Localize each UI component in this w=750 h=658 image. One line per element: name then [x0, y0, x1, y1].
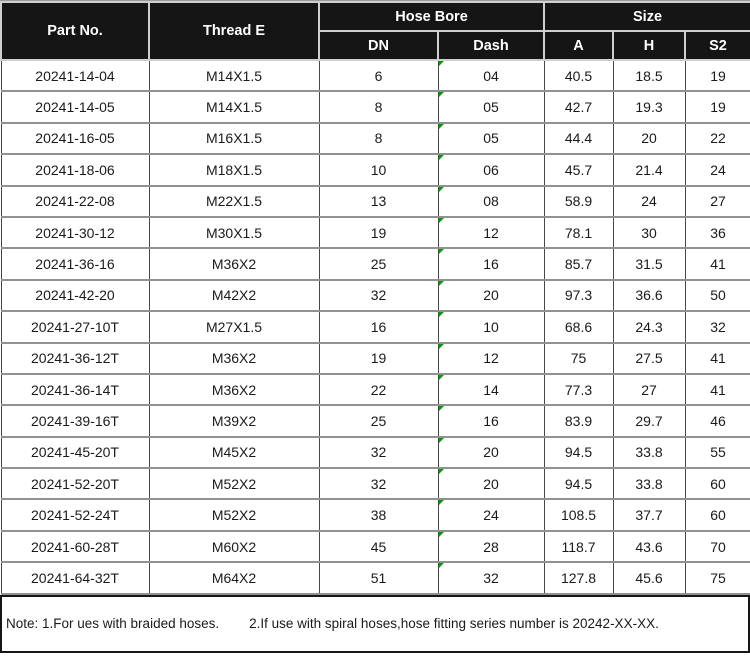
cell-value: 05 [483, 99, 499, 116]
table-row [1, 311, 750, 342]
header-a: A [544, 31, 613, 60]
cell-dash [438, 248, 544, 279]
cell-thread-e: M39X2 [149, 405, 319, 436]
cell-part-no: 20241-36-16 [1, 248, 149, 279]
cell-thread-e: M16X1.5 [149, 123, 319, 154]
cell-a: 127.8 [544, 562, 613, 593]
cell-part-no: 20241-64-32T [1, 562, 149, 593]
cell-part-no: 20241-30-12 [1, 217, 149, 248]
cell-h: 20 [613, 123, 685, 154]
cell-part-no: 20241-42-20 [1, 280, 149, 311]
cell-dn: 25 [319, 405, 438, 436]
cell-thread-e: M14X1.5 [149, 91, 319, 122]
cell-value: 05 [483, 130, 499, 147]
cell-error-indicator-icon [439, 249, 444, 254]
cell-h: 33.8 [613, 468, 685, 499]
table-row [1, 374, 750, 405]
cell-thread-e: M36X2 [149, 374, 319, 405]
cell-error-indicator-icon [439, 469, 444, 474]
table-row [1, 499, 750, 530]
table-row [1, 468, 750, 499]
table-row [1, 248, 750, 279]
cell-a: 118.7 [544, 531, 613, 562]
cell-part-no: 20241-36-14T [1, 374, 149, 405]
cell-part-no: 20241-45-20T [1, 437, 149, 468]
cell-s2: 24 [685, 154, 750, 185]
cell-dash [438, 374, 544, 405]
cell-s2: 22 [685, 123, 750, 154]
cell-s2: 41 [685, 248, 750, 279]
cell-h: 43.6 [613, 531, 685, 562]
cell-error-indicator-icon [439, 155, 444, 160]
cell-thread-e: M52X2 [149, 499, 319, 530]
cell-value: 20 [483, 444, 499, 461]
cell-value: 04 [483, 67, 499, 84]
cell-value: 12 [483, 224, 499, 241]
cell-dn: 16 [319, 311, 438, 342]
cell-h: 21.4 [613, 154, 685, 185]
cell-a: 77.3 [544, 374, 613, 405]
cell-dn: 32 [319, 280, 438, 311]
cell-part-no: 20241-14-05 [1, 91, 149, 122]
header-dn: DN [319, 31, 438, 60]
cell-s2: 55 [685, 437, 750, 468]
cell-part-no: 20241-14-04 [1, 60, 149, 91]
cell-thread-e: M36X2 [149, 248, 319, 279]
cell-dash [438, 562, 544, 593]
header-size: Size [544, 2, 750, 31]
cell-s2: 60 [685, 468, 750, 499]
cell-dn: 10 [319, 154, 438, 185]
cell-s2: 19 [685, 91, 750, 122]
cell-error-indicator-icon [439, 187, 444, 192]
hose-fitting-spec-table [0, 1, 750, 595]
cell-dn: 19 [319, 343, 438, 374]
cell-error-indicator-icon [439, 532, 444, 537]
cell-value: 08 [483, 193, 499, 210]
cell-value: 20 [483, 287, 499, 304]
cell-s2: 41 [685, 343, 750, 374]
cell-part-no: 20241-27-10T [1, 311, 149, 342]
cell-a: 42.7 [544, 91, 613, 122]
cell-error-indicator-icon [439, 563, 444, 568]
cell-error-indicator-icon [439, 281, 444, 286]
table-row [1, 343, 750, 374]
cell-a: 68.6 [544, 311, 613, 342]
header-part-no: Part No. [1, 2, 149, 60]
cell-dash [438, 499, 544, 530]
cell-dn: 8 [319, 91, 438, 122]
table-row [1, 405, 750, 436]
cell-h: 29.7 [613, 405, 685, 436]
cell-s2: 60 [685, 499, 750, 530]
cell-part-no: 20241-36-12T [1, 343, 149, 374]
header-hose-bore: Hose Bore [319, 2, 544, 31]
cell-thread-e: M64X2 [149, 562, 319, 593]
cell-thread-e: M36X2 [149, 343, 319, 374]
cell-error-indicator-icon [439, 92, 444, 97]
header-dash: Dash [438, 31, 544, 60]
cell-thread-e: M45X2 [149, 437, 319, 468]
cell-thread-e: M22X1.5 [149, 186, 319, 217]
table-row [1, 437, 750, 468]
cell-dn: 8 [319, 123, 438, 154]
cell-dash [438, 217, 544, 248]
cell-dn: 13 [319, 186, 438, 217]
cell-h: 37.7 [613, 499, 685, 530]
cell-error-indicator-icon [439, 218, 444, 223]
cell-s2: 70 [685, 531, 750, 562]
cell-dash [438, 280, 544, 311]
cell-value: 24 [483, 507, 499, 524]
table-header [1, 2, 750, 60]
cell-s2: 41 [685, 374, 750, 405]
cell-error-indicator-icon [439, 61, 444, 66]
cell-thread-e: M18X1.5 [149, 154, 319, 185]
cell-a: 40.5 [544, 60, 613, 91]
cell-value: 12 [483, 350, 499, 367]
cell-thread-e: M52X2 [149, 468, 319, 499]
header-s2: S2 [685, 31, 750, 60]
cell-a: 108.5 [544, 499, 613, 530]
header-thread-e: Thread E [149, 2, 319, 60]
cell-thread-e: M30X1.5 [149, 217, 319, 248]
cell-a: 83.9 [544, 405, 613, 436]
cell-dn: 45 [319, 531, 438, 562]
cell-h: 36.6 [613, 280, 685, 311]
cell-value: 20 [483, 475, 499, 492]
table-row [1, 280, 750, 311]
cell-h: 31.5 [613, 248, 685, 279]
cell-s2: 27 [685, 186, 750, 217]
cell-a: 94.5 [544, 468, 613, 499]
cell-dn: 19 [319, 217, 438, 248]
cell-h: 27 [613, 374, 685, 405]
cell-dash [438, 123, 544, 154]
cell-h: 18.5 [613, 60, 685, 91]
cell-s2: 32 [685, 311, 750, 342]
cell-value: 16 [483, 412, 499, 429]
cell-part-no: 20241-18-06 [1, 154, 149, 185]
cell-error-indicator-icon [439, 438, 444, 443]
cell-error-indicator-icon [439, 312, 444, 317]
cell-a: 44.4 [544, 123, 613, 154]
cell-value: 06 [483, 161, 499, 178]
cell-a: 45.7 [544, 154, 613, 185]
cell-dash [438, 154, 544, 185]
table-row [1, 531, 750, 562]
cell-s2: 50 [685, 280, 750, 311]
table-row [1, 186, 750, 217]
cell-thread-e: M42X2 [149, 280, 319, 311]
cell-a: 97.3 [544, 280, 613, 311]
cell-part-no: 20241-16-05 [1, 123, 149, 154]
cell-error-indicator-icon [439, 500, 444, 505]
cell-a: 85.7 [544, 248, 613, 279]
cell-dash [438, 405, 544, 436]
cell-a: 58.9 [544, 186, 613, 217]
cell-s2: 36 [685, 217, 750, 248]
cell-value: 10 [483, 318, 499, 335]
cell-h: 24.3 [613, 311, 685, 342]
note-text-2: 2.If use with spiral hoses,hose fitting series number is 20242-XX-XX. [249, 616, 659, 632]
table-row [1, 91, 750, 122]
header-h: H [613, 31, 685, 60]
cell-dash [438, 311, 544, 342]
cell-value: 16 [483, 256, 499, 273]
cell-dash [438, 468, 544, 499]
cell-h: 19.3 [613, 91, 685, 122]
cell-error-indicator-icon [439, 406, 444, 411]
cell-error-indicator-icon [439, 344, 444, 349]
cell-h: 30 [613, 217, 685, 248]
cell-dn: 32 [319, 468, 438, 499]
cell-dash [438, 343, 544, 374]
cell-part-no: 20241-39-16T [1, 405, 149, 436]
cell-dash [438, 186, 544, 217]
table-row [1, 217, 750, 248]
cell-a: 75 [544, 343, 613, 374]
cell-dn: 22 [319, 374, 438, 405]
cell-thread-e: M14X1.5 [149, 60, 319, 91]
cell-h: 24 [613, 186, 685, 217]
cell-value: 14 [483, 381, 499, 398]
cell-part-no: 20241-52-20T [1, 468, 149, 499]
cell-part-no: 20241-60-28T [1, 531, 149, 562]
cell-s2: 19 [685, 60, 750, 91]
cell-h: 45.6 [613, 562, 685, 593]
cell-a: 94.5 [544, 437, 613, 468]
cell-thread-e: M60X2 [149, 531, 319, 562]
cell-value: 32 [483, 569, 499, 586]
cell-a: 78.1 [544, 217, 613, 248]
cell-dn: 32 [319, 437, 438, 468]
cell-h: 33.8 [613, 437, 685, 468]
cell-dn: 38 [319, 499, 438, 530]
cell-dash [438, 437, 544, 468]
cell-dash [438, 531, 544, 562]
table-body [1, 60, 750, 594]
cell-part-no: 20241-22-08 [1, 186, 149, 217]
cell-s2: 75 [685, 562, 750, 593]
cell-dash [438, 60, 544, 91]
table-row [1, 60, 750, 91]
table-row [1, 123, 750, 154]
note-box [0, 595, 750, 653]
cell-error-indicator-icon [439, 124, 444, 129]
cell-dn: 51 [319, 562, 438, 593]
cell-dn: 6 [319, 60, 438, 91]
table-row [1, 154, 750, 185]
cell-dn: 25 [319, 248, 438, 279]
note-text-1: Note: 1.For ues with braided hoses. [6, 616, 220, 632]
cell-value: 28 [483, 538, 499, 555]
cell-thread-e: M27X1.5 [149, 311, 319, 342]
cell-error-indicator-icon [439, 375, 444, 380]
cell-h: 27.5 [613, 343, 685, 374]
table-row [1, 562, 750, 593]
cell-s2: 46 [685, 405, 750, 436]
cell-dash [438, 91, 544, 122]
cell-part-no: 20241-52-24T [1, 499, 149, 530]
